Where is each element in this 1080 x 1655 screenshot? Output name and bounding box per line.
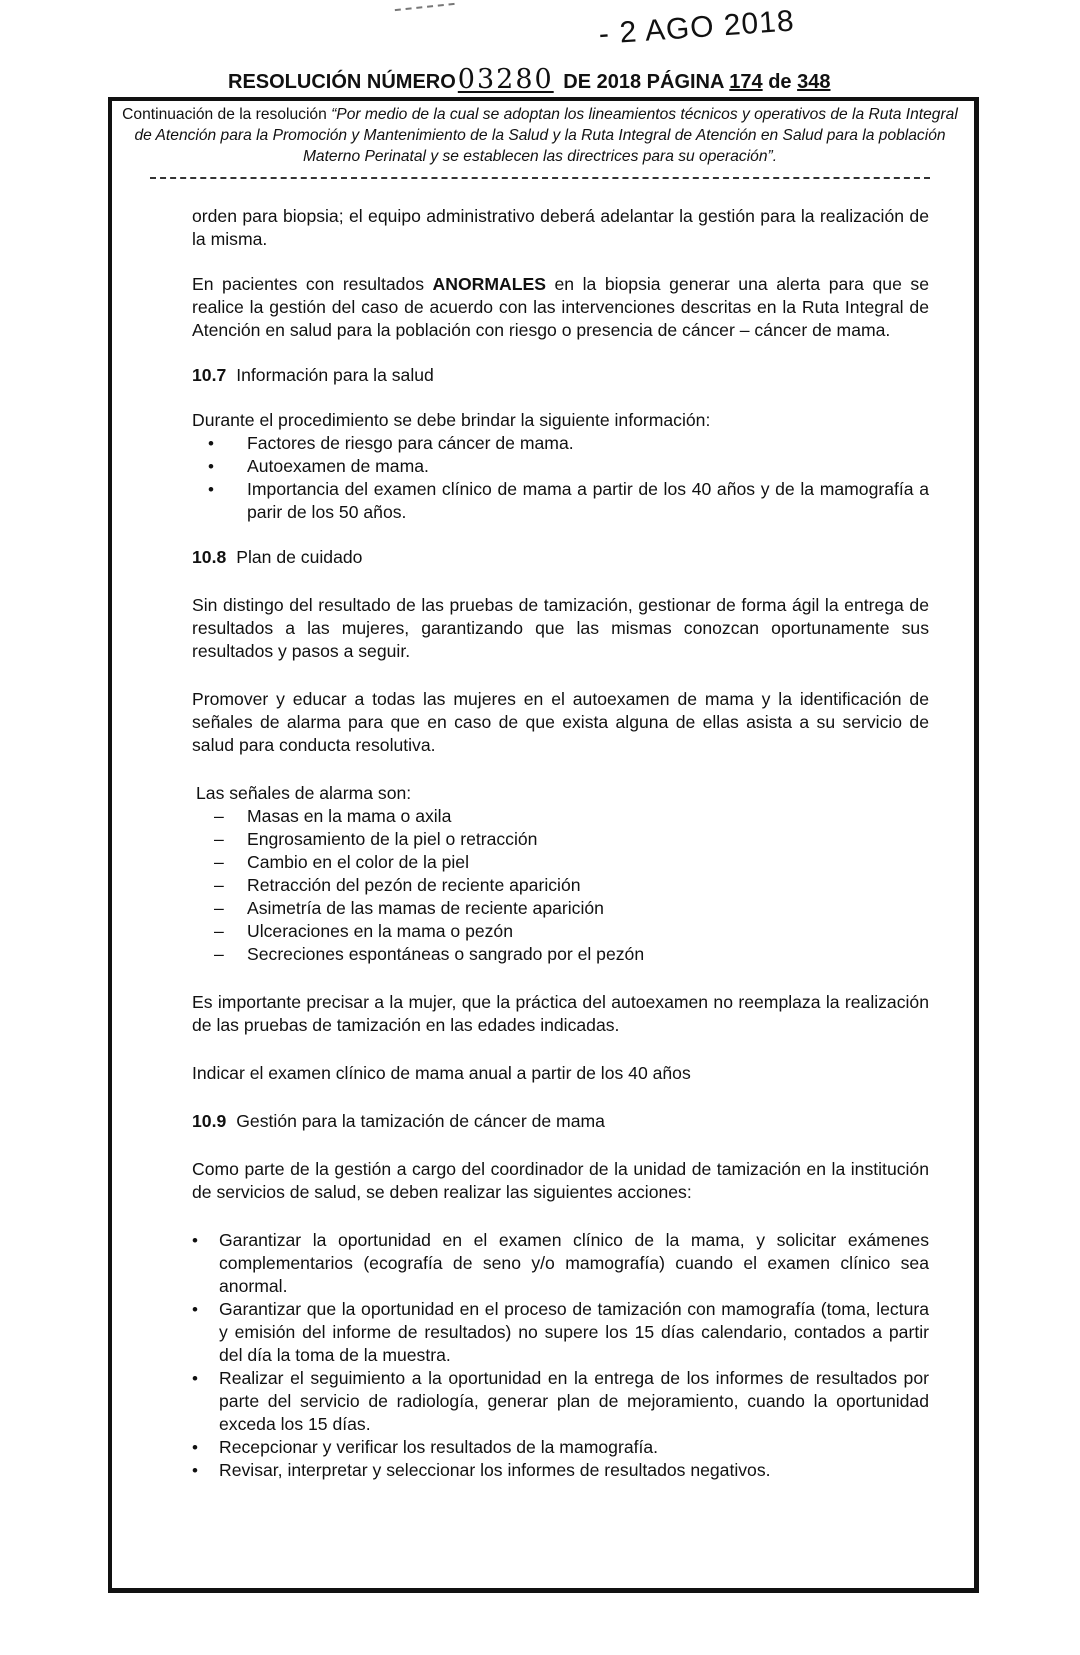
dash-icon: – bbox=[214, 829, 224, 849]
dash-icon: – bbox=[214, 806, 224, 826]
section-heading-10-8: 10.8 Plan de cuidado bbox=[192, 547, 363, 567]
dashed-separator bbox=[150, 177, 930, 179]
emphasis-anormales: ANORMALES bbox=[432, 274, 546, 294]
list-item: – Masas en la mama o axila bbox=[214, 806, 452, 826]
header-prefix: RESOLUCIÓN NÚMERO bbox=[228, 71, 456, 93]
list-item: – Retracción del pezón de reciente aparición bbox=[214, 875, 581, 895]
list-item: – Engrosamiento de la piel o retracción bbox=[214, 829, 538, 849]
header-of: de bbox=[768, 71, 792, 93]
bullet-icon: • bbox=[192, 1231, 198, 1250]
page-number: 174 bbox=[729, 71, 763, 93]
section-10-8-paragraph-1: Sin distingo del resultado de las pruebas de tamización, gestionar de forma ágil la entrega de resultados a las mujeres, garantizando que las mismas conozcan oportunamente sus resultados y pasos a seguir. bbox=[192, 595, 929, 661]
bullet-icon: • bbox=[208, 434, 214, 453]
section-10-9-intro: Como parte de la gestión a cargo del coordinador de la unidad de tamización en la institución de servicios de salud, se deben realizar las siguientes acciones: bbox=[192, 1159, 929, 1202]
section-10-8-paragraph-2: Promover y educar a todas las mujeres en el autoexamen de mama y la identificación de señales de alarma para que en caso de que exista alguna de ellas asista a su servicio de salud para conducta resolutiva. bbox=[192, 689, 929, 755]
list-item: – Asimetría de las mamas de reciente aparición bbox=[214, 898, 604, 918]
document-body bbox=[192, 205, 929, 1482]
list-item: – Secreciones espontáneas o sangrado por el pezón bbox=[214, 944, 645, 964]
section-heading-10-9: 10.9 Gestión para la tamización de cáncer de mama bbox=[192, 1111, 605, 1131]
list-item: • Revisar, interpretar y seleccionar los informes de resultados negativos. bbox=[192, 1460, 771, 1480]
list-item: • Garantizar que la oportunidad en el proceso de tamización con mamografía (toma, lectura y emisión del informe de resultados) no supere los 15 días calendario, contados a partir del día la toma de la muestra. bbox=[192, 1299, 929, 1365]
paragraph-abnormal-results: En pacientes con resultados ANORMALES en la biopsia generar una alerta para que se realice la gestión del caso de acuerdo con las intervenciones descritas en la Ruta Integral de Atención en salud para la población con riesgo o presencia de cáncer – cáncer de mama. bbox=[192, 274, 929, 340]
bullet-icon: • bbox=[192, 1438, 198, 1457]
health-info-list bbox=[192, 432, 929, 524]
dash-icon: – bbox=[214, 875, 224, 895]
bullet-icon: • bbox=[192, 1369, 198, 1388]
scan-artifact bbox=[395, 3, 456, 17]
section-10-8-paragraph-4: Indicar el examen clínico de mama anual a partir de los 40 años bbox=[192, 1063, 691, 1083]
dash-icon: – bbox=[214, 852, 224, 872]
date-stamp-dash: - bbox=[597, 17, 611, 52]
dash-icon: – bbox=[214, 944, 224, 964]
date-stamp bbox=[598, 4, 796, 52]
bullet-icon: • bbox=[208, 457, 214, 476]
resolution-header bbox=[228, 64, 830, 95]
continuation-note bbox=[120, 104, 960, 167]
dash-icon: – bbox=[214, 898, 224, 918]
list-item: • Garantizar la oportunidad en el examen clínico de la mama, y solicitar exámenes complementarios (ecografía de seno y/o mamografía) cuando el examen clínico sea anormal. bbox=[192, 1230, 929, 1296]
list-item: • Realizar el seguimiento a la oportunidad en la entrega de los informes de resultados por parte del servicio de radiología, generar plan de mejoramiento, cuando la oportunidad exceda los 15 días. bbox=[192, 1368, 929, 1434]
list-item: • Factores de riesgo para cáncer de mama. bbox=[208, 433, 574, 453]
list-item: – Ulceraciones en la mama o pezón bbox=[214, 921, 514, 941]
list-item: • Recepcionar y verificar los resultados de la mamografía. bbox=[192, 1437, 659, 1457]
list-item: • Autoexamen de mama. bbox=[208, 456, 429, 476]
bullet-icon: • bbox=[192, 1300, 198, 1319]
total-pages: 348 bbox=[797, 71, 831, 93]
screening-actions-list bbox=[192, 1229, 929, 1482]
section-10-7-intro: Durante el procedimiento se debe brindar la siguiente información: bbox=[192, 410, 711, 430]
date-stamp-text: 2 AGO 2018 bbox=[618, 4, 796, 50]
list-item: • Importancia del examen clínico de mama a partir de los 40 años y de la mamografía a parir de los 50 años. bbox=[208, 479, 929, 522]
bullet-icon: • bbox=[192, 1461, 198, 1480]
resolution-number: 03280 bbox=[457, 64, 554, 95]
continuation-quote: “Por medio de la cual se adoptan los lineamientos técnicos y operativos de la Ruta Integral de Atención para la Promoción y Mantenimiento de la Salud y la Ruta Integral de Atención en Salud para la población Materno Perinatal y se establecen las directrices para su operación”. bbox=[134, 106, 958, 165]
paragraph-biopsy-order: orden para biopsia; el equipo administrativo deberá adelantar la gestión para la realización de la misma. bbox=[192, 206, 929, 249]
alarm-signs-intro: Las señales de alarma son: bbox=[196, 783, 412, 803]
section-heading-10-7: 10.7 Información para la salud bbox=[192, 365, 434, 385]
bullet-icon: • bbox=[208, 480, 214, 499]
section-10-8-paragraph-3: Es importante precisar a la mujer, que la práctica del autoexamen no reemplaza la realización de las pruebas de tamización en las edades indicadas. bbox=[192, 992, 929, 1035]
alarm-signs-list bbox=[192, 805, 929, 966]
header-middle: DE 2018 PÁGINA bbox=[563, 71, 724, 93]
list-item: – Cambio en el color de la piel bbox=[214, 852, 470, 872]
dash-icon: – bbox=[214, 921, 224, 941]
continuation-lead: Continuación de la resolución bbox=[122, 106, 332, 123]
